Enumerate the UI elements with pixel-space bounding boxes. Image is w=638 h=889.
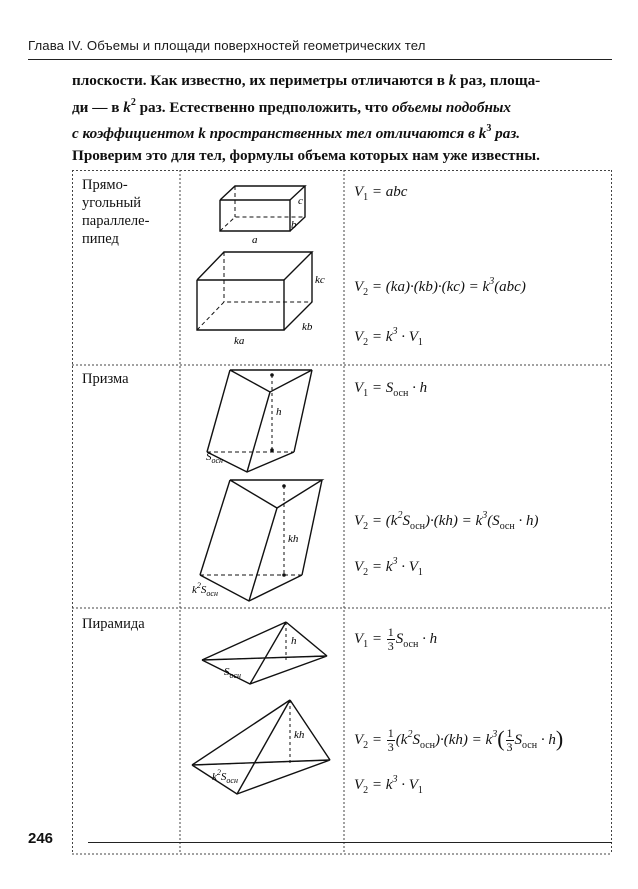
f-exp: 3 — [492, 729, 498, 740]
label-osn: осн — [226, 776, 238, 785]
f-v: V — [354, 184, 364, 200]
f-tail: · V — [397, 559, 418, 575]
label-s: S — [224, 666, 230, 678]
f-tail: (abc) — [494, 279, 526, 295]
formula-box-v2 — [354, 276, 526, 298]
f-s: S — [514, 732, 523, 748]
fraction — [506, 727, 514, 754]
header-rule — [28, 59, 612, 60]
label-k: k — [192, 584, 197, 596]
f-exp: 3 — [392, 326, 398, 337]
running-header: Глава IV. Объемы и площади поверхностей геометрических тел — [28, 38, 426, 53]
formula-box-v1 — [354, 184, 407, 203]
label-s: S — [206, 451, 212, 463]
f-tail: · h — [408, 380, 428, 396]
paren-open: ( — [497, 726, 505, 751]
f-sub: 2 — [363, 740, 369, 751]
f-sub: 2 — [363, 521, 369, 532]
label-k2-s-osn — [192, 581, 218, 598]
label-osn: осн — [229, 671, 242, 680]
label-line: пипед — [82, 231, 119, 247]
f-osn: осн — [522, 740, 538, 751]
f-part: · h — [537, 732, 556, 748]
label-kb: kb — [302, 321, 313, 333]
f-tail: · h — [418, 630, 438, 647]
row-label-prism — [82, 370, 129, 388]
f-osn: осн — [409, 521, 425, 532]
label-c: c — [298, 195, 303, 207]
label-s-osn — [224, 666, 241, 680]
label-osn: осн — [211, 456, 224, 465]
label-s: S — [220, 771, 227, 783]
f-osn: осн — [393, 388, 409, 399]
f-num: 1 — [387, 625, 394, 639]
label-k: k — [212, 771, 217, 783]
formula-prism-v2b — [354, 556, 423, 578]
label-exp: 2 — [216, 768, 221, 777]
label-kc: kc — [315, 274, 325, 286]
intro-exponent: 2 — [130, 96, 136, 108]
f-exp: 3 — [482, 510, 488, 521]
label-line: Пирамида — [82, 616, 145, 632]
f-sub: 1 — [363, 638, 369, 650]
label-line: угольный — [82, 195, 142, 211]
f-osn: осн — [499, 521, 515, 532]
f-sub: 2 — [363, 337, 369, 348]
f-exp: 3 — [392, 774, 398, 785]
f-sub: 1 — [417, 567, 423, 578]
f-sub: 2 — [363, 287, 369, 298]
label-s-osn — [206, 451, 223, 465]
label-kh: kh — [294, 729, 305, 741]
f-rhs: = k — [368, 777, 393, 793]
f-tail: · V — [397, 777, 418, 793]
f-osn: осн — [419, 740, 435, 751]
intro-paragraph — [72, 70, 612, 166]
f-part: = (k — [368, 513, 398, 529]
intro-line-2 — [72, 92, 612, 119]
label-osn: осн — [206, 589, 218, 598]
label-s: S — [200, 584, 207, 596]
f-exp: 2 — [397, 510, 403, 521]
label-line: параллеле- — [82, 213, 150, 229]
f-v: V — [354, 732, 364, 748]
formula-pyramid-v2b — [354, 774, 423, 796]
label-h: h — [276, 406, 282, 418]
f-sub: 2 — [363, 567, 369, 578]
f-rhs: = S — [368, 380, 394, 396]
fraction — [387, 626, 395, 653]
f-part: S — [402, 513, 410, 529]
intro-exponent: 3 — [486, 123, 492, 134]
label-h: h — [291, 635, 297, 647]
f-num: 1 — [506, 726, 513, 741]
f-v: V — [354, 559, 364, 575]
f-s: S — [395, 630, 404, 647]
f-eq: = — [368, 630, 386, 647]
intro-text: раз, площа- — [456, 72, 541, 89]
intro-text: ди — в — [72, 98, 124, 116]
f-sub: 2 — [363, 785, 369, 796]
intro-text: раз. Естественно предположить, что — [135, 98, 393, 116]
f-part: (S — [487, 513, 500, 529]
f-exp: 3 — [489, 276, 495, 287]
f-den: 3 — [387, 740, 394, 755]
label-line: Призма — [82, 371, 129, 387]
intro-k: k — [123, 98, 131, 116]
similar-solids-table — [72, 170, 612, 855]
f-part: (k — [395, 732, 408, 748]
f-part: )·(kh) = k — [425, 513, 483, 529]
f-rhs: = k — [368, 559, 393, 575]
formula-pyramid-v2 — [354, 726, 563, 754]
f-v: V — [354, 513, 364, 529]
intro-text: плоскости. Как известно, их периметры отличаются в — [72, 72, 449, 89]
label-a: a — [252, 234, 258, 246]
label-kh: kh — [288, 533, 299, 545]
label-exp: 2 — [196, 581, 201, 590]
page-number: 246 — [28, 830, 54, 847]
f-rhs: = (ka)·(kb)·(kc) = k — [368, 279, 490, 295]
f-sub: 1 — [417, 785, 423, 796]
f-part: )·(kh) = k — [435, 732, 493, 748]
small-pyramid-figure — [202, 622, 327, 684]
intro-k: k — [448, 72, 457, 89]
f-eq: = — [368, 732, 386, 748]
large-box-figure — [197, 252, 312, 330]
f-exp: 3 — [392, 556, 398, 567]
f-den: 3 — [387, 639, 394, 653]
f-rhs: = k — [368, 329, 393, 345]
f-num: 1 — [387, 726, 394, 741]
large-prism-figure — [200, 480, 322, 601]
f-v: V — [354, 777, 364, 793]
f-v: V — [354, 380, 364, 396]
intro-line-1 — [72, 70, 612, 92]
label-k2-s-osn — [212, 768, 238, 785]
f-sub: 1 — [363, 192, 369, 203]
formula-box-v2b — [354, 326, 423, 348]
formula-pyramid-v1 — [354, 626, 437, 653]
f-part: · h) — [514, 513, 539, 529]
f-v: V — [354, 630, 364, 647]
formula-prism-v2 — [354, 510, 538, 532]
f-rhs: = abc — [368, 184, 408, 200]
row-label-pyramid — [82, 615, 145, 633]
fraction — [387, 727, 395, 754]
formula-prism-v1 — [354, 380, 427, 399]
f-v: V — [354, 279, 364, 295]
intro-line-3 — [72, 118, 612, 145]
f-osn: осн — [403, 638, 419, 650]
paren-close: ) — [555, 726, 564, 751]
row-label-box — [82, 176, 149, 248]
label-ka: ka — [234, 335, 245, 347]
label-b: b — [291, 219, 297, 231]
intro-emphasis: объемы подобных — [392, 98, 512, 116]
f-exp: 2 — [407, 729, 413, 740]
intro-emphasis: с коэффициентом k пространственных тел отличаются в k — [72, 125, 487, 142]
f-tail: · V — [397, 329, 418, 345]
f-sub: 1 — [417, 337, 423, 348]
f-den: 3 — [506, 740, 513, 755]
f-sub: 1 — [363, 388, 369, 399]
intro-emphasis: раз. — [491, 125, 521, 142]
footer-rule — [88, 842, 612, 843]
label-line: Прямо- — [82, 177, 128, 193]
f-part: S — [412, 732, 420, 748]
f-v: V — [354, 329, 364, 345]
intro-line-4: Проверим это для тел, формулы объема которых нам уже известны. — [72, 146, 540, 164]
